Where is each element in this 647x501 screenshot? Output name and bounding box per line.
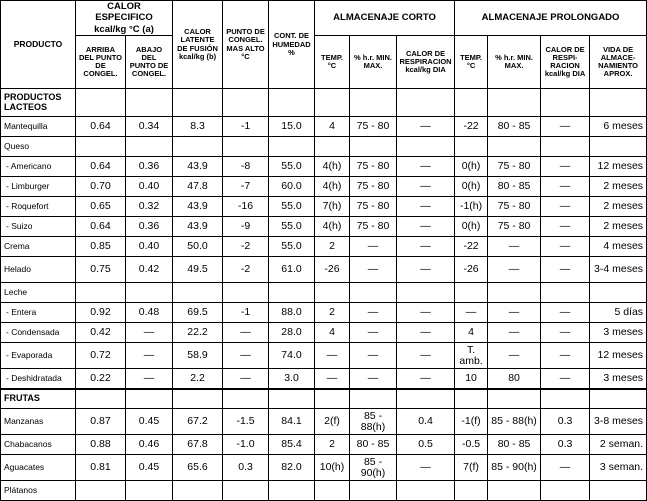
cell-hr-prol: — (488, 343, 541, 369)
product-label: Mantequilla (1, 117, 76, 137)
cell-hr-prol: 80 - 85 (488, 177, 541, 197)
cell-calor-latente: 67.8 (173, 435, 223, 455)
cell-abajo (126, 481, 173, 501)
cell-punto-congel: — (223, 369, 269, 389)
cell-temp-prol (455, 283, 488, 303)
cell-abajo: 0.45 (126, 409, 173, 435)
cell-abajo (126, 283, 173, 303)
cell-punto-congel (223, 137, 269, 157)
cell-calor-latente: 58.9 (173, 343, 223, 369)
cell-resp-corto (397, 481, 455, 501)
cell-calor-latente (173, 283, 223, 303)
cell-vida: 2 meses (590, 177, 647, 197)
cell-resp-corto: 0.5 (397, 435, 455, 455)
cell-resp-prol: 0.3 (541, 409, 590, 435)
header-producto: PRODUCTO (1, 1, 76, 89)
cell-resp-prol: — (541, 369, 590, 389)
cell-punto-congel (223, 389, 269, 409)
cell-calor-latente: 47.8 (173, 177, 223, 197)
cell-calor-latente: 65.6 (173, 455, 223, 481)
cell-temp-prol: 0(h) (455, 157, 488, 177)
cell-calor-latente: 2.2 (173, 369, 223, 389)
cell-humedad: 55.0 (269, 157, 315, 177)
header-resp-prol: CALOR DE RESPI-RACION kcal/kg DIA (541, 36, 590, 89)
cell-arriba: 0.81 (76, 455, 126, 481)
cell-calor-latente: 67.2 (173, 409, 223, 435)
header-vida: VIDA DE ALMACE-NAMIENTO APROX. (590, 36, 647, 89)
cell-humedad (269, 389, 315, 409)
cell-humedad: 28.0 (269, 323, 315, 343)
cell-humedad (269, 137, 315, 157)
cell-vida (590, 481, 647, 501)
table-row (1, 303, 647, 323)
cell-resp-corto: — (397, 237, 455, 257)
cell-hr-prol: 75 - 80 (488, 197, 541, 217)
cell-arriba: 0.64 (76, 117, 126, 137)
cell-temp-corto: 2(f) (315, 409, 350, 435)
cell-temp-corto: 2 (315, 303, 350, 323)
cell-temp-corto: 4(h) (315, 217, 350, 237)
cell-abajo: 0.48 (126, 303, 173, 323)
cell-humedad: 88.0 (269, 303, 315, 323)
cell-arriba: 0.65 (76, 197, 126, 217)
cell-hr-prol: — (488, 323, 541, 343)
cell-temp-corto (315, 481, 350, 501)
cell-hr-corto (350, 481, 397, 501)
cell-vida (590, 389, 647, 409)
cell-resp-corto: — (397, 323, 455, 343)
cell-resp-prol (541, 283, 590, 303)
cell-arriba: 0.87 (76, 409, 126, 435)
header-almacenaje-corto: ALMACENAJE CORTO (315, 1, 455, 36)
cell-hr-corto: 80 - 85 (350, 435, 397, 455)
cell-abajo: 0.46 (126, 435, 173, 455)
cell-abajo: — (126, 369, 173, 389)
cell-humedad: 55.0 (269, 217, 315, 237)
cell-resp-corto: — (397, 303, 455, 323)
cell-hr-corto: — (350, 237, 397, 257)
cell-resp-corto: 0.4 (397, 409, 455, 435)
header-hr-corto: % h.r. MIN. MAX. (350, 36, 397, 89)
cell-calor-latente: 50.0 (173, 237, 223, 257)
cell-arriba: 0.85 (76, 237, 126, 257)
cell-humedad: 82.0 (269, 455, 315, 481)
cell-hr-prol: 85 - 88(h) (488, 409, 541, 435)
cell-hr-corto: — (350, 343, 397, 369)
product-label: - Entera (1, 303, 76, 323)
table-row (1, 435, 647, 455)
cell-temp-prol: T. amb. (455, 343, 488, 369)
cell-temp-prol (455, 137, 488, 157)
cell-hr-corto (350, 389, 397, 409)
cell-abajo (126, 389, 173, 409)
product-label: - Evaporada (1, 343, 76, 369)
cell-resp-prol: — (541, 197, 590, 217)
cell-punto-congel: -1.5 (223, 409, 269, 435)
cell-hr-corto: 75 - 80 (350, 177, 397, 197)
cell-temp-corto: -26 (315, 257, 350, 283)
cell-punto-congel: -1 (223, 303, 269, 323)
cell-hr-corto: 85 - 88(h) (350, 409, 397, 435)
header-almacenaje-prolongado: ALMACENAJE PROLONGADO (455, 1, 647, 36)
cell-arriba: 0.70 (76, 177, 126, 197)
table-row (1, 157, 647, 177)
cell-hr-prol: 75 - 80 (488, 157, 541, 177)
cell-humedad (269, 283, 315, 303)
cell-hr-prol (488, 389, 541, 409)
cell-hr-corto: — (350, 369, 397, 389)
cell-temp-corto: — (315, 343, 350, 369)
table-row (1, 343, 647, 369)
cell-resp-prol: — (541, 257, 590, 283)
cell-punto-congel: — (223, 323, 269, 343)
cell-arriba: 0.92 (76, 303, 126, 323)
section-label: PRODUCTOS LACTEOS (1, 89, 76, 117)
product-label: Chabacanos (1, 435, 76, 455)
table-row (1, 217, 647, 237)
cell-temp-prol: -1(f) (455, 409, 488, 435)
cell-resp-corto: — (397, 455, 455, 481)
product-label: Aguacates (1, 455, 76, 481)
cell-resp-prol: — (541, 177, 590, 197)
product-label: Crema (1, 237, 76, 257)
cell-abajo: 0.45 (126, 455, 173, 481)
cell-punto-congel: -8 (223, 157, 269, 177)
cell-abajo: — (126, 343, 173, 369)
header-hr-prol: % h.r. MIN. MAX. (488, 36, 541, 89)
cell-hr-corto (350, 137, 397, 157)
cell-vida: 3-4 meses (590, 257, 647, 283)
cell-humedad: 55.0 (269, 197, 315, 217)
cell-temp-prol: 4 (455, 323, 488, 343)
cell-temp-prol (455, 389, 488, 409)
cell-calor-latente: 43.9 (173, 157, 223, 177)
cell-arriba: 0.72 (76, 343, 126, 369)
table-row (1, 455, 647, 481)
cell-hr-corto: 75 - 80 (350, 197, 397, 217)
cell-arriba (76, 137, 126, 157)
cell-resp-corto: — (397, 369, 455, 389)
cell-temp-corto: 4(h) (315, 177, 350, 197)
product-label: - Limburger (1, 177, 76, 197)
table-row (1, 117, 647, 137)
table-row (1, 237, 647, 257)
cell-resp-corto (397, 389, 455, 409)
cell-punto-congel: 0.3 (223, 455, 269, 481)
cell-temp-prol: -1(h) (455, 197, 488, 217)
cell-calor-latente (173, 389, 223, 409)
cell-arriba: 0.42 (76, 323, 126, 343)
cell-resp-corto (397, 283, 455, 303)
cell-temp-prol: -22 (455, 237, 488, 257)
cell-hr-corto (350, 283, 397, 303)
cell-vida: 3-8 meses (590, 409, 647, 435)
cell-humedad: 61.0 (269, 257, 315, 283)
cell-hr-corto: 75 - 80 (350, 117, 397, 137)
header-abajo: ABAJO DEL PUNTO DE CONGEL. (126, 36, 173, 89)
cell-punto-congel (223, 283, 269, 303)
table-row-group (1, 283, 647, 303)
cell-abajo: 0.36 (126, 157, 173, 177)
cell-hr-prol: 80 - 85 (488, 435, 541, 455)
cell-resp-corto: — (397, 217, 455, 237)
cell-arriba: 0.88 (76, 435, 126, 455)
cell-abajo: 0.42 (126, 257, 173, 283)
section-label: FRUTAS (1, 389, 76, 409)
cell-arriba: 0.64 (76, 217, 126, 237)
cell-punto-congel: -2 (223, 257, 269, 283)
cell-hr-corto: 85 - 90(h) (350, 455, 397, 481)
cell-hr-prol: — (488, 257, 541, 283)
cell-vida: 3 seman. (590, 455, 647, 481)
table-row-group (1, 389, 647, 409)
product-label: - Roquefort (1, 197, 76, 217)
cell-resp-prol: — (541, 303, 590, 323)
header-calor-especifico: CALOR ESPECIFICO kcal/kg °C (a) (76, 1, 173, 36)
cell-temp-prol: -0.5 (455, 435, 488, 455)
cell-temp-prol: 7(f) (455, 455, 488, 481)
cell-resp-prol: — (541, 117, 590, 137)
table-row (1, 197, 647, 217)
product-label: - Condensada (1, 323, 76, 343)
product-label: - Americano (1, 157, 76, 177)
cell-abajo: 0.40 (126, 237, 173, 257)
cell-temp-prol: 0(h) (455, 217, 488, 237)
cell-calor-latente: 69.5 (173, 303, 223, 323)
cell-hr-prol: 85 - 90(h) (488, 455, 541, 481)
table-header (1, 1, 647, 89)
table-row-section (1, 89, 647, 117)
cell-hr-prol: — (488, 303, 541, 323)
cell-temp-corto (315, 137, 350, 157)
cell-abajo: — (126, 323, 173, 343)
cell-calor-latente: 22.2 (173, 323, 223, 343)
table-row-group (1, 481, 647, 501)
cell-arriba (76, 283, 126, 303)
cell-punto-congel: -1.0 (223, 435, 269, 455)
cell-arriba: 0.75 (76, 257, 126, 283)
cell-punto-congel: -16 (223, 197, 269, 217)
cell-punto-congel: -9 (223, 217, 269, 237)
cell-humedad: 15.0 (269, 117, 315, 137)
cell-arriba: 0.22 (76, 369, 126, 389)
cell-resp-corto: — (397, 343, 455, 369)
cell-arriba (76, 389, 126, 409)
header-resp-corto: CALOR DE RESPIRACION kcal/kg DIA (397, 36, 455, 89)
cell-arriba (76, 481, 126, 501)
cell-hr-corto: — (350, 303, 397, 323)
cell-calor-latente: 43.9 (173, 217, 223, 237)
cell-vida: 3 meses (590, 323, 647, 343)
cell-humedad: 60.0 (269, 177, 315, 197)
product-label: - Suizo (1, 217, 76, 237)
cell-vida: 2 meses (590, 197, 647, 217)
product-label: Manzanas (1, 409, 76, 435)
cell-vida: 2 meses (590, 217, 647, 237)
cell-hr-corto: — (350, 257, 397, 283)
cell-hr-prol (488, 137, 541, 157)
cell-punto-congel: — (223, 343, 269, 369)
cell-temp-corto: 7(h) (315, 197, 350, 217)
cell-resp-prol: — (541, 157, 590, 177)
cell-punto-congel: -7 (223, 177, 269, 197)
cell-vida: 3 meses (590, 369, 647, 389)
header-punto-congel: PUNTO DE CONGEL. MAS ALTO °C (223, 1, 269, 89)
cell-humedad (269, 481, 315, 501)
cell-resp-corto: — (397, 157, 455, 177)
cell-temp-prol: 10 (455, 369, 488, 389)
cell-vida (590, 137, 647, 157)
table-row (1, 369, 647, 389)
header-temp-corto: TEMP. °C (315, 36, 350, 89)
cell-resp-prol: — (541, 217, 590, 237)
cell-temp-prol (455, 481, 488, 501)
cell-resp-prol (541, 389, 590, 409)
cell-resp-prol: — (541, 343, 590, 369)
cell-temp-corto: 2 (315, 435, 350, 455)
cell-humedad: 84.1 (269, 409, 315, 435)
cell-temp-prol: -22 (455, 117, 488, 137)
cell-hr-prol: 80 - 85 (488, 117, 541, 137)
header-calor-latente: CALOR LATENTE DE FUSIÓN kcal/kg (b) (173, 1, 223, 89)
cell-resp-prol: — (541, 455, 590, 481)
cell-abajo (126, 137, 173, 157)
cell-temp-prol: 0(h) (455, 177, 488, 197)
cell-temp-corto: 4 (315, 323, 350, 343)
cell-hr-prol: — (488, 237, 541, 257)
product-label: Plátanos (1, 481, 76, 501)
table-row-group (1, 137, 647, 157)
table-row (1, 257, 647, 283)
cell-temp-corto: 4 (315, 117, 350, 137)
header-arriba: ARRIBA DEL PUNTO DE CONGEL. (76, 36, 126, 89)
cell-temp-corto (315, 283, 350, 303)
cell-resp-corto: — (397, 177, 455, 197)
cell-humedad: 74.0 (269, 343, 315, 369)
cell-vida: 4 meses (590, 237, 647, 257)
cell-hr-prol: 75 - 80 (488, 217, 541, 237)
cell-temp-prol: — (455, 303, 488, 323)
product-label: - Deshidratada (1, 369, 76, 389)
cell-abajo: 0.34 (126, 117, 173, 137)
cell-hr-corto: 75 - 80 (350, 217, 397, 237)
header-cont-humedad: CONT. DE HUMEDAD % (269, 1, 315, 89)
cell-hr-prol (488, 283, 541, 303)
cell-resp-prol: — (541, 237, 590, 257)
cell-humedad: 3.0 (269, 369, 315, 389)
cell-resp-corto: — (397, 257, 455, 283)
cell-punto-congel: -1 (223, 117, 269, 137)
cell-temp-corto: 4(h) (315, 157, 350, 177)
table-row (1, 177, 647, 197)
cell-hr-corto: 75 - 80 (350, 157, 397, 177)
table-row (1, 409, 647, 435)
cell-humedad: 55.0 (269, 237, 315, 257)
product-label: Helado (1, 257, 76, 283)
cell-temp-corto (315, 389, 350, 409)
cell-resp-prol: — (541, 323, 590, 343)
cell-arriba: 0.64 (76, 157, 126, 177)
product-label: Queso (1, 137, 76, 157)
cell-temp-corto: — (315, 369, 350, 389)
cell-vida: 2 seman. (590, 435, 647, 455)
cell-calor-latente: 8.3 (173, 117, 223, 137)
cell-temp-corto: 2 (315, 237, 350, 257)
cell-hr-prol (488, 481, 541, 501)
cell-abajo: 0.40 (126, 177, 173, 197)
cell-vida: 6 meses (590, 117, 647, 137)
cell-hr-corto: — (350, 323, 397, 343)
cell-hr-prol: 80 (488, 369, 541, 389)
cell-vida: 5 días (590, 303, 647, 323)
cell-vida: 12 meses (590, 157, 647, 177)
table-row (1, 323, 647, 343)
cell-vida: 12 meses (590, 343, 647, 369)
cell-humedad: 85.4 (269, 435, 315, 455)
cell-calor-latente (173, 481, 223, 501)
table-body (1, 89, 647, 501)
cell-calor-latente: 43.9 (173, 197, 223, 217)
header-temp-prol: TEMP. °C (455, 36, 488, 89)
cell-resp-prol: 0.3 (541, 435, 590, 455)
cell-temp-prol: -26 (455, 257, 488, 283)
cell-abajo: 0.32 (126, 197, 173, 217)
cell-resp-corto (397, 137, 455, 157)
cell-calor-latente (173, 137, 223, 157)
cell-temp-corto: 10(h) (315, 455, 350, 481)
cell-resp-prol (541, 137, 590, 157)
cell-punto-congel: -2 (223, 237, 269, 257)
cell-resp-corto: — (397, 197, 455, 217)
cell-resp-corto: — (397, 117, 455, 137)
cell-punto-congel (223, 481, 269, 501)
cell-abajo: 0.36 (126, 217, 173, 237)
cell-vida (590, 283, 647, 303)
product-label: Leche (1, 283, 76, 303)
cell-resp-prol (541, 481, 590, 501)
cell-calor-latente: 49.5 (173, 257, 223, 283)
